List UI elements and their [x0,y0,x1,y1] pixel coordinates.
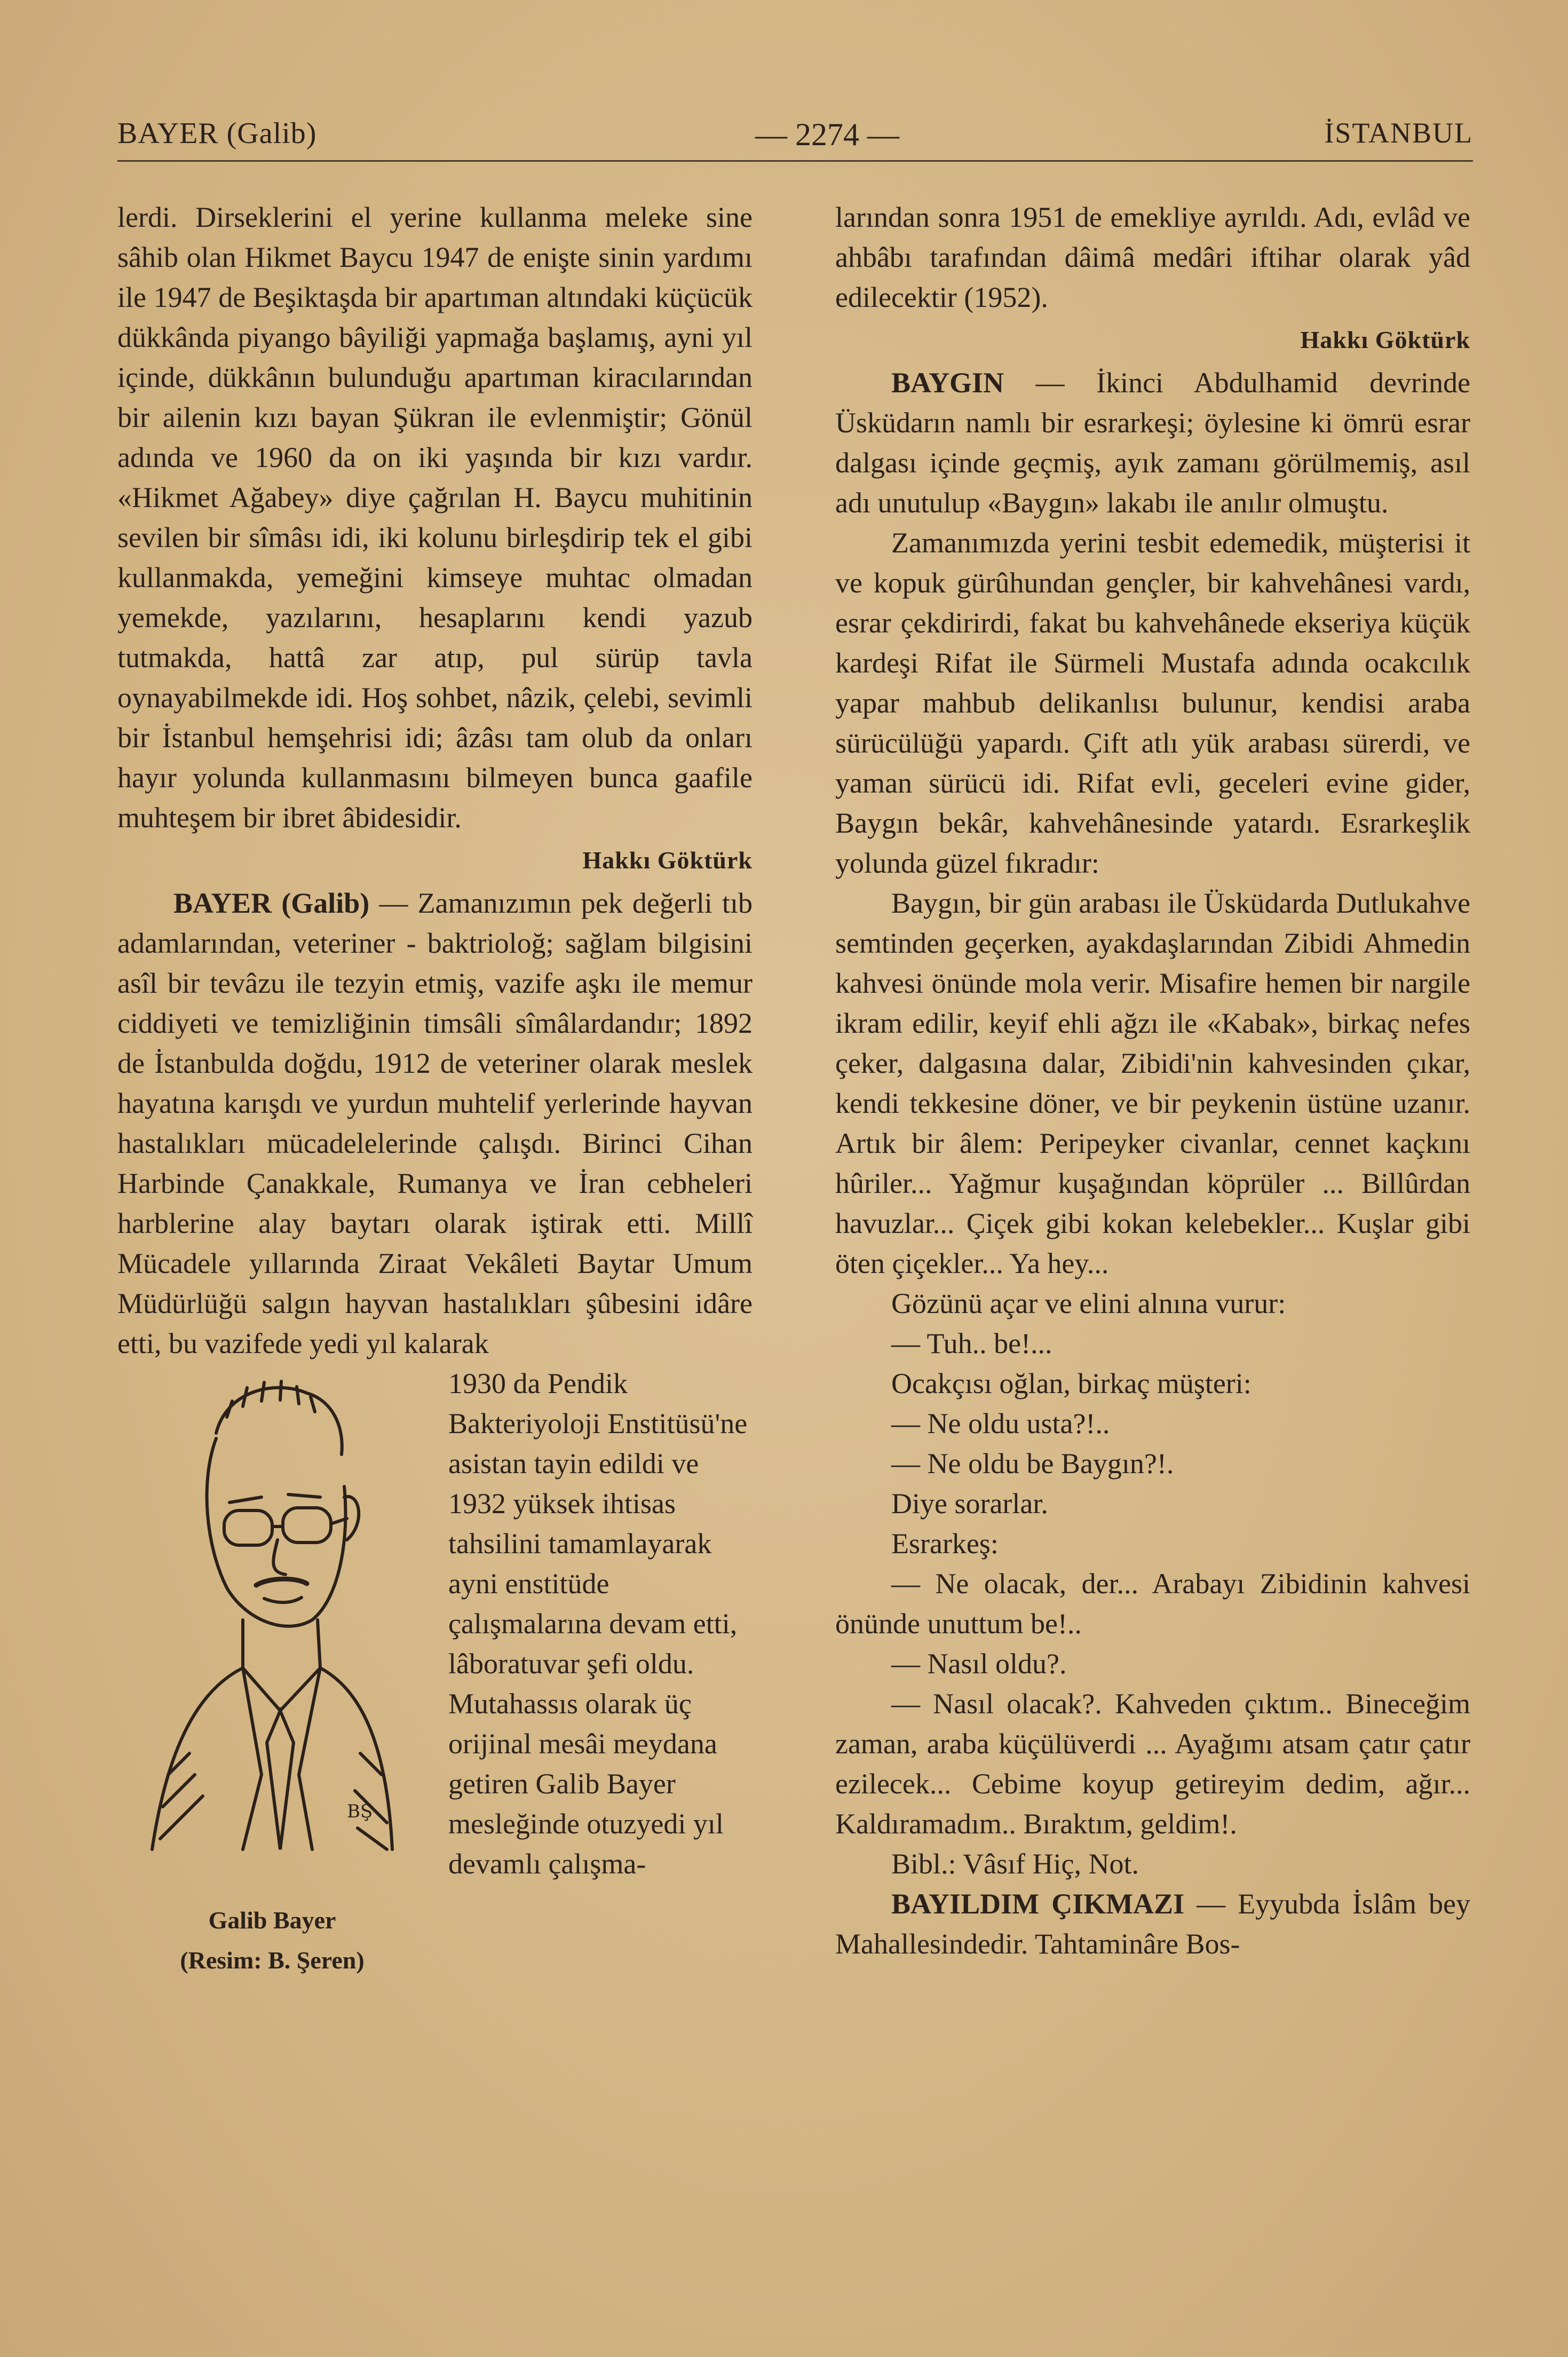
baygin-paragraph-3: Baygın, bir gün arabası ile Üsküdarda Dutlukahve semtinden geçerken, ayakdaşlarından Zibidi Ahmedin kahvesi önünde mola verir. Misafire hemen bir nargile ikram edilir, keyif ehli ağzı ile «Kabak», birkaç nefes çeker, dalgasına dalar, Zibidi'nin kahvesinden çıkar, kendi tekkesine döner, ve bir peykenin üstüne uzanır. Artık bir âlem: Peripeyker civanlar, cennet kaçkını hûriler... Yağmur kuşağından köprüler ... Billûrdan havuzlar... Çiçek gibi kokan kelebekler... Kuşlar gibi öten çiçekler... Ya hey... [835,887,1470,1279]
portrait-caption-credit: (Resim: B. Şeren) [180,1947,365,1974]
entry-title-bayildim: BAYILDIM ÇIKMAZI [891,1888,1185,1920]
entry-title-bayer: BAYER (Galib) [173,887,370,919]
baygin-line-4: Gözünü açar ve elini alnına vurur: [891,1287,1286,1319]
page-number: — 2274 — [755,117,899,152]
right-column [835,197,1470,1964]
header-book-title: İSTANBUL [1324,117,1473,149]
portrait-figure [117,1364,438,2012]
portrait-sketch-icon [136,1369,403,1897]
portrait-caption-name: Galib Bayer [208,1907,336,1934]
baygin-line-12: — Nasıl oldu?. [891,1648,1067,1680]
header-rule [117,160,1473,162]
portrait-monogram: BŞ [347,1801,373,1822]
left-column [117,197,753,2012]
entry-baygin-body: — İkinci Abdulhamid devrinde Üsküdarın namlı bir esrarkeşi; öylesine ki ömrü esrar dalgası içinde geçmiş, ayık zamanı görülmemiş, asıl adı unutulup «Baygın» lakabı ile anılır olmuştu. [835,367,1470,519]
baygin-line-8: — Ne oldu be Baygın?!. [891,1448,1174,1480]
page-header [117,116,1473,164]
baygin-paragraph-2: Zamanımızda yerini tesbit edemedik, müşterisi it ve kopuk gürûhundan gençler, bir kahvehânesi vardı, esrar çekdirirdi, fakat bu kahvehânede ekseriya küçük kardeşi Rifat ile Sürmeli Mustafa adında ocakcılık yapar mahbub delikanlısı bulunur, kendisi araba sürücülüğü yapardı. Çift atlı yük arabası sürerdi, ve yaman sürücü idi. Rifat evli, geceleri evine gider, Baygın bekâr, kahvehânesinde yatardı. Esrarkeşlik yolunda güzel fıkradır: [835,527,1470,879]
portrait-wrap-area [117,1364,753,2012]
header-entry-name: BAYER (Galib) [117,117,317,150]
baygin-line-10: Esrarkeş: [891,1528,999,1560]
bibliography-note: Bibl.: Vâsıf Hiç, Not. [891,1848,1139,1880]
hikmet-baycu-text-end: lerdi. Dirseklerini el yerine kullanma meleke sine sâhib olan Hikmet Baycu 1947 de enişte sinin yardımı ile 1947 de Beşiktaşda bir apartıman altındaki küçücük dükkânda piyango bâyiliği yapmağa başlamış, ayni yıl içinde, dükkânın bulunduğu apartıman kiracılarından bir ailenin kızı bayan Şükran ile evlenmiştir; Gönül adında ve 1960 da on iki yaşında bir kızı vardır. «Hikmet Ağabey» diye çağrılan H. Baycu muhitinin sevilen bir sîmâsı idi, iki kolunu birleşdirip tek el gibi kullanmakda, yemeğini kimseye muhtac olmadan yemekde, yazılarını, hesaplarını kendi yazub tutmakda, hattâ zar atıp, pul sürüp tavla oynayabilmekde idi. Hoş sohbet, nâzik, çelebi, sevimli bir İstanbul hemşehrisi idi; âzâsı tam olub da onları hayır yolunda kullanmasını bilmeyen bunca gaafile muhteşem bir ibret âbidesidir. [117,201,753,834]
bayer-text-end: larından sonra 1951 de emekliye ayrıldı. Adı, evlâd ve ahbâbı tarafından dâimâ medâri iftihar olarak yâd edilecektir (1952). [835,201,1470,313]
entry-title-baygin: BAYGIN [891,367,1004,399]
baygin-line-7: — Ne oldu usta?!.. [891,1407,1110,1439]
baygin-line-9: Diye sorarlar. [891,1488,1048,1520]
signature-hakki-2: Hakkı Göktürk [1300,326,1470,353]
entry-bayer-galib [117,883,753,1364]
entry-bayer-body-wrapped: 1930 da Pendik Bakteriyoloji Enstitüsü'ne asistan tayin edildi ve 1932 yüksek ihtisas tahsilini tamamlayarak ayni enstitüde çalışmalarına devam etti, lâboratuvar şefi oldu. Mutahassıs olarak üç orijinal mesâi meydana getiren Galib Bayer mesleğinde otuzyedi yıl devamlı çalışma- [448,1367,748,1880]
baygin-line-5: — Tuh.. be!... [891,1327,1052,1359]
entry-baygin [835,363,1470,523]
baygin-line-11: — Ne olacak, der... Arabayı Zibidinin kahvesi önünde unuttum be!.. [835,1568,1470,1640]
baygin-line-13: — Nasıl olacak?. Kahveden çıktım.. Bineceğim zaman, araba küçülüverdi ... Ayağımı atsam çatır çatır ezilecek... Cebime koyup getireyim dedim, ağır... Kaldıramadım.. Bıraktım, geldim!. [835,1688,1470,1840]
baygin-line-6: Ocakçısı oğlan, birkaç müşteri: [891,1367,1252,1399]
entry-bayildim-body: — Eyyubda İslâm bey Mahallesindedir. Tahtaminâre Bos- [835,1888,1470,1960]
entry-bayer-body: — Zamanızımın pek değerli tıb adamlarından, veteriner - baktrioloğ; sağlam bilgisini asîl bir tevâzu ile tezyin etmiş, vazife aşkı ile memur ciddiyeti ve temizliğinin timsâli sîmâlardandır; 1892 de İstanbulda doğdu, 1912 de veteriner olarak meslek hayatına karışdı ve yurdun muhtelif yerlerinde hayvan hastalıkları mücadelelerinde çalışdı. Birinci Cihan Harbinde Çanakkale, Rumanya ve İran cebheleri harblerine alay baytarı olarak iştirak etti. Millî Mücadele yıllarında Ziraat Vekâleti Baytar Umum Müdürlüğü salgın hayvan hastalıkları şûbesini idâre etti, bu vazifede yedi yıl kalarak [117,887,753,1359]
entry-bayildim-cikmazi [835,1884,1470,1964]
signature-hakki-markdown: Hakkı Göktürk [582,847,753,874]
